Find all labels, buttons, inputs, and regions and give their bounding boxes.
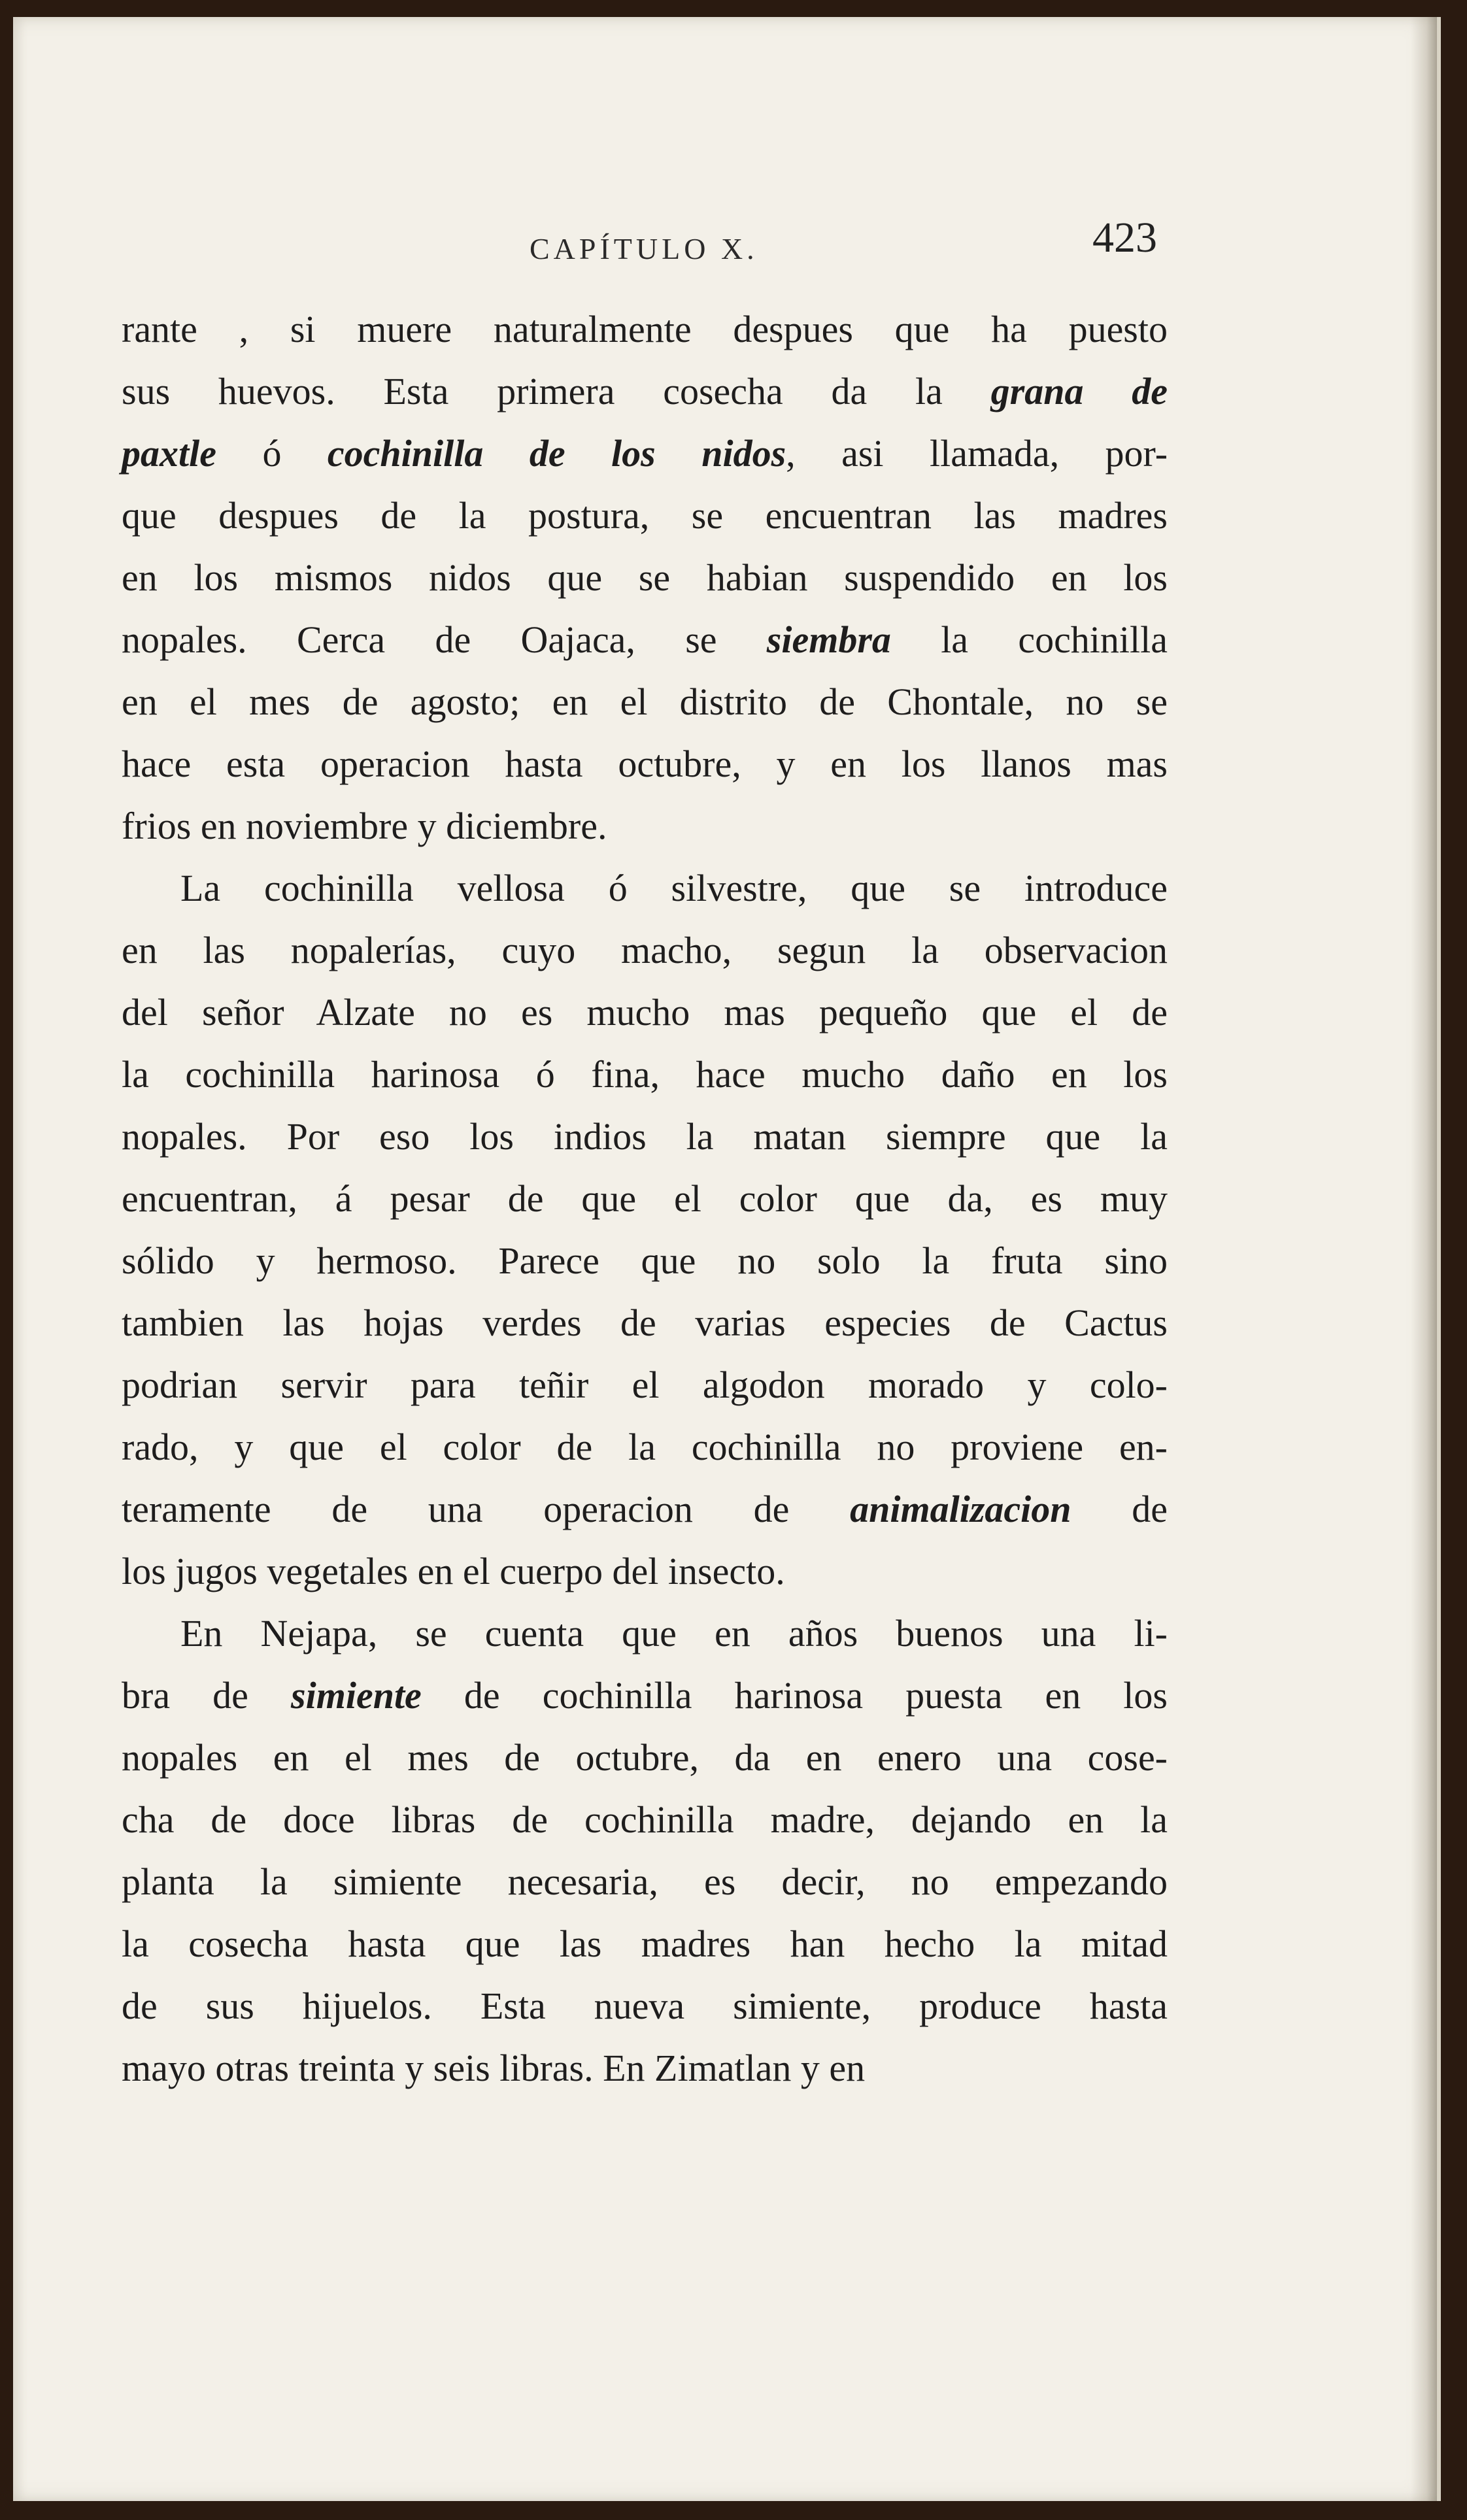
text-run: nopales en el mes de octubre, da en enero una cose- bbox=[122, 1736, 1168, 1779]
text-run: hace esta operacion hasta octubre, y en los llanos mas bbox=[122, 743, 1168, 785]
text-line bbox=[122, 1851, 1168, 1913]
text-line bbox=[122, 1664, 1168, 1726]
text-line bbox=[122, 671, 1168, 733]
text-run: en el mes de agosto; en el distrito de Chontale, no se bbox=[122, 680, 1168, 723]
text-run: podrian servir para teñir el algodon morado y colo- bbox=[122, 1364, 1168, 1406]
text-line bbox=[122, 422, 1168, 484]
text-run: tambien las hojas verdes de varias especies de Cactus bbox=[122, 1302, 1168, 1344]
text-line bbox=[122, 2037, 1168, 2099]
italic-term: animalizacion bbox=[850, 1488, 1071, 1530]
text-line bbox=[122, 1416, 1168, 1478]
text-run: rante , si muere naturalmente despues que ha puesto bbox=[122, 308, 1168, 350]
text-run: bra de bbox=[122, 1674, 292, 1717]
text-run: sus huevos. Esta primera cosecha da la bbox=[122, 370, 991, 412]
italic-term: paxtle bbox=[122, 432, 216, 475]
text-run: en las nopalerías, cuyo macho, segun la observacion bbox=[122, 929, 1168, 971]
text-run: los jugos vegetales en el cuerpo del insecto. bbox=[122, 1550, 785, 1592]
text-line bbox=[122, 1913, 1168, 1975]
text-run: nopales. Por eso los indios la matan siempre que la bbox=[122, 1115, 1168, 1158]
text-line bbox=[122, 1354, 1168, 1416]
text-line bbox=[122, 1602, 1168, 1664]
text-run: cha de doce libras de cochinilla madre, dejando en la bbox=[122, 1798, 1168, 1841]
text-run: de cochinilla harinosa puesta en los bbox=[421, 1674, 1168, 1717]
text-line bbox=[122, 1726, 1168, 1789]
text-line bbox=[122, 1168, 1168, 1230]
italic-term: cochinilla de los nidos bbox=[327, 432, 786, 475]
text-line bbox=[122, 733, 1168, 795]
text-run: La cochinilla vellosa ó silvestre, que se introduce bbox=[180, 867, 1168, 909]
text-line bbox=[122, 795, 1168, 857]
text-line bbox=[122, 1043, 1168, 1105]
text-run: sólido y hermoso. Parece que no solo la fruta sino bbox=[122, 1239, 1168, 1282]
text-run: En Nejapa, se cuenta que en años buenos una li- bbox=[180, 1612, 1168, 1655]
text-run: de sus hijuelos. Esta nueva simiente, produce hasta bbox=[122, 1985, 1168, 2027]
text-run: que despues de la postura, se encuentran las madres bbox=[122, 494, 1168, 537]
text-run: la cochinilla harinosa ó fina, hace mucho daño en los bbox=[122, 1053, 1168, 1096]
paragraph bbox=[122, 298, 1168, 857]
paragraph bbox=[122, 857, 1168, 1602]
text-run: la cochinilla bbox=[890, 618, 1168, 661]
text-run: en los mismos nidos que se habian suspendido en los bbox=[122, 556, 1168, 599]
text-run: teramente de una operacion de bbox=[122, 1488, 851, 1530]
text-line bbox=[122, 919, 1168, 981]
page-number: 423 bbox=[1092, 214, 1157, 261]
text-run: del señor Alzate no es mucho mas pequeño que el de bbox=[122, 991, 1168, 1033]
running-head bbox=[13, 213, 1164, 272]
text-line bbox=[122, 857, 1168, 919]
text-run: mayo otras treinta y seis libras. En Zimatlan y en bbox=[122, 2047, 866, 2089]
body-text bbox=[122, 298, 1168, 2099]
text-run: ó bbox=[216, 432, 328, 475]
page-edge-shadow bbox=[1411, 17, 1437, 2501]
text-run: encuentran, á pesar de que el color que da, es muy bbox=[122, 1177, 1168, 1220]
text-line bbox=[122, 609, 1168, 671]
text-run: planta la simiente necesaria, es decir, no empezando bbox=[122, 1860, 1168, 1903]
italic-term: siembra bbox=[766, 618, 891, 661]
text-line bbox=[122, 546, 1168, 609]
text-line bbox=[122, 1540, 1168, 1602]
text-line bbox=[122, 1230, 1168, 1292]
text-line bbox=[122, 1292, 1168, 1354]
text-run: la cosecha hasta que las madres han hecho la mitad bbox=[122, 1923, 1168, 1965]
text-run: frios en noviembre y diciembre. bbox=[122, 805, 607, 847]
text-run: rado, y que el color de la cochinilla no proviene en- bbox=[122, 1426, 1168, 1468]
italic-term: simiente bbox=[291, 1674, 422, 1717]
text-line bbox=[122, 1975, 1168, 2037]
text-line bbox=[122, 1105, 1168, 1168]
book-page bbox=[13, 17, 1441, 2501]
text-line bbox=[122, 981, 1168, 1043]
italic-term: grana de bbox=[990, 370, 1168, 412]
text-line bbox=[122, 298, 1168, 360]
text-line bbox=[122, 1478, 1168, 1540]
text-run: de bbox=[1071, 1488, 1168, 1530]
text-run: , asi llamada, por- bbox=[786, 432, 1168, 475]
text-line bbox=[122, 484, 1168, 546]
text-line bbox=[122, 1789, 1168, 1851]
paragraph bbox=[122, 1602, 1168, 2099]
text-run: nopales. Cerca de Oajaca, se bbox=[122, 618, 767, 661]
text-line bbox=[122, 360, 1168, 422]
chapter-heading: CAPÍTULO X. bbox=[530, 232, 758, 265]
